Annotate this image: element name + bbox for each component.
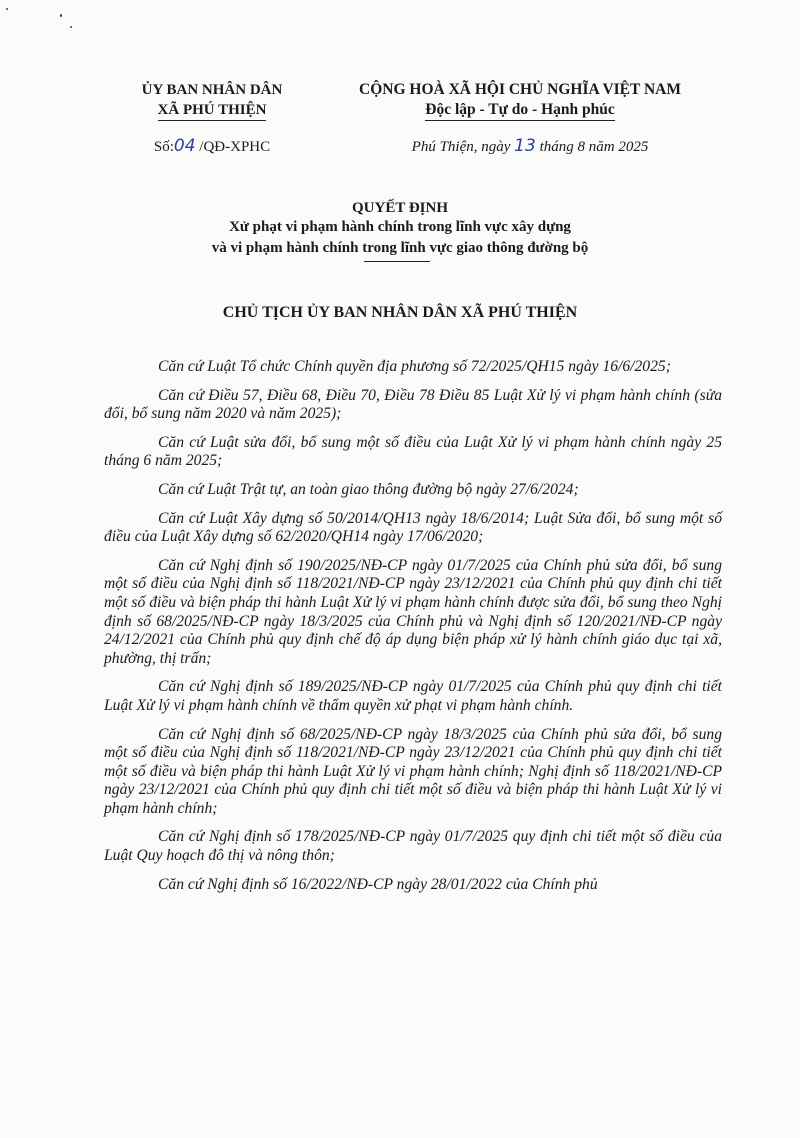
handwritten-day: 13 <box>514 136 536 156</box>
paragraph: Căn cứ Nghị định số 178/2025/NĐ-CP ngày 01/7/2025 quy định chi tiết một số điều của Luật Quy hoạch đô thị và nông thôn; <box>104 828 722 865</box>
paragraph: Căn cứ Luật sửa đổi, bổ sung một số điều của Luật Xử lý vi phạm hành chính ngày 25 tháng 6 năm 2025; <box>104 433 722 470</box>
paragraph: Căn cứ Luật Trật tự, an toàn giao thông đường bộ ngày 27/6/2024; <box>158 480 579 498</box>
paragraph: Căn cứ Luật Xây dựng số 50/2014/QH13 ngày 18/6/2014; Luật Sửa đổi, bổ sung một số điều của Luật Xây dựng số 62/2020/QH14 ngày 17/06/2020; <box>104 509 722 546</box>
document-date <box>345 136 715 157</box>
scan-speck <box>60 14 62 17</box>
issuer-line-2: XÃ PHÚ THIỆN <box>158 100 267 121</box>
title-underline <box>364 261 430 262</box>
subject-line-1: Xử phạt vi phạm hành chính trong lĩnh vực xây dựng <box>229 219 571 235</box>
paragraph: Căn cứ Điều 57, Điều 68, Điều 70, Điều 78 Điều 85 Luật Xử lý vi phạm hành chính (sửa đổi, bổ sung năm 2020 và năm 2025); <box>104 386 722 423</box>
national-motto-block <box>320 80 720 121</box>
document-body <box>104 358 722 904</box>
paragraph: Căn cứ Luật Tổ chức Chính quyền địa phương số 72/2025/QH15 ngày 16/6/2025; <box>158 358 671 375</box>
date-part-1: Phú Thiện, ngày <box>411 139 511 155</box>
document-subject <box>100 217 700 259</box>
handwritten-number: 04 <box>173 136 196 156</box>
number-suffix: /QĐ-XPHC <box>199 139 271 155</box>
scan-speck <box>6 8 8 10</box>
subject-line-2: và vi phạm hành chính trong lĩnh vực giao thông đường bộ <box>211 240 589 256</box>
paragraph: Căn cứ Nghị định số 16/2022/NĐ-CP ngày 28/01/2022 của Chính phủ <box>158 875 598 893</box>
issuer-block <box>112 80 312 121</box>
paragraph: Căn cứ Nghị định số 190/2025/NĐ-CP ngày 01/7/2025 của Chính phủ sửa đổi, bổ sung một số điều của Nghị định số 118/2021/NĐ-CP ngày 23/12/2021 của Chính phủ quy định chi tiết một số điều và biện pháp thi hành Luật Xử lý vi phạm hành chính được sửa đổi, bổ sung theo Nghị định số 68/2025/NĐ-CP ngày 18/3/2025 của Chính phủ và Nghị định số 120/2021/NĐ-CP ngày 24/12/2021 của Chính phủ quy định chế độ áp dụng biện pháp xử lý hành chính giáo dục tại xã, phường, thị trấn; <box>104 556 722 667</box>
scan-speck <box>70 26 72 28</box>
document-title: QUYẾT ĐỊNH <box>352 200 448 216</box>
paragraph: Căn cứ Nghị định số 68/2025/NĐ-CP ngày 18/3/2025 của Chính phủ sửa đổi, bổ sung một số điều của Nghị định số 118/2021/NĐ-CP ngày 23/12/2021 của Chính phủ quy định chi tiết một số điều và biện pháp thi hành Luật Xử lý vi phạm hành chính; Nghị định số 118/2021/NĐ-CP ngày 23/12/2021 của Chính phủ quy định chi tiết một số điều và biện pháp thi hành Luật Xử lý vi phạm hành chính; <box>104 725 722 817</box>
date-part-2: tháng 8 năm 2025 <box>539 139 649 155</box>
document-number <box>112 136 312 157</box>
issuer-line-1: ỦY BAN NHÂN DÂN <box>141 82 283 98</box>
motto: Độc lập - Tự do - Hạnh phúc <box>425 100 614 121</box>
country-name: CỘNG HOÀ XÃ HỘI CHỦ NGHĨA VIỆT NAM <box>359 81 681 98</box>
number-prefix: Số: <box>153 139 174 155</box>
authority-heading: CHỦ TỊCH ỦY BAN NHÂN DÂN XÃ PHÚ THIỆN <box>222 304 578 321</box>
paragraph: Căn cứ Nghị định số 189/2025/NĐ-CP ngày 01/7/2025 của Chính phủ quy định chi tiết Luật Xử lý vi phạm hành chính về thẩm quyền xử phạt vi phạm hành chính. <box>104 678 722 714</box>
